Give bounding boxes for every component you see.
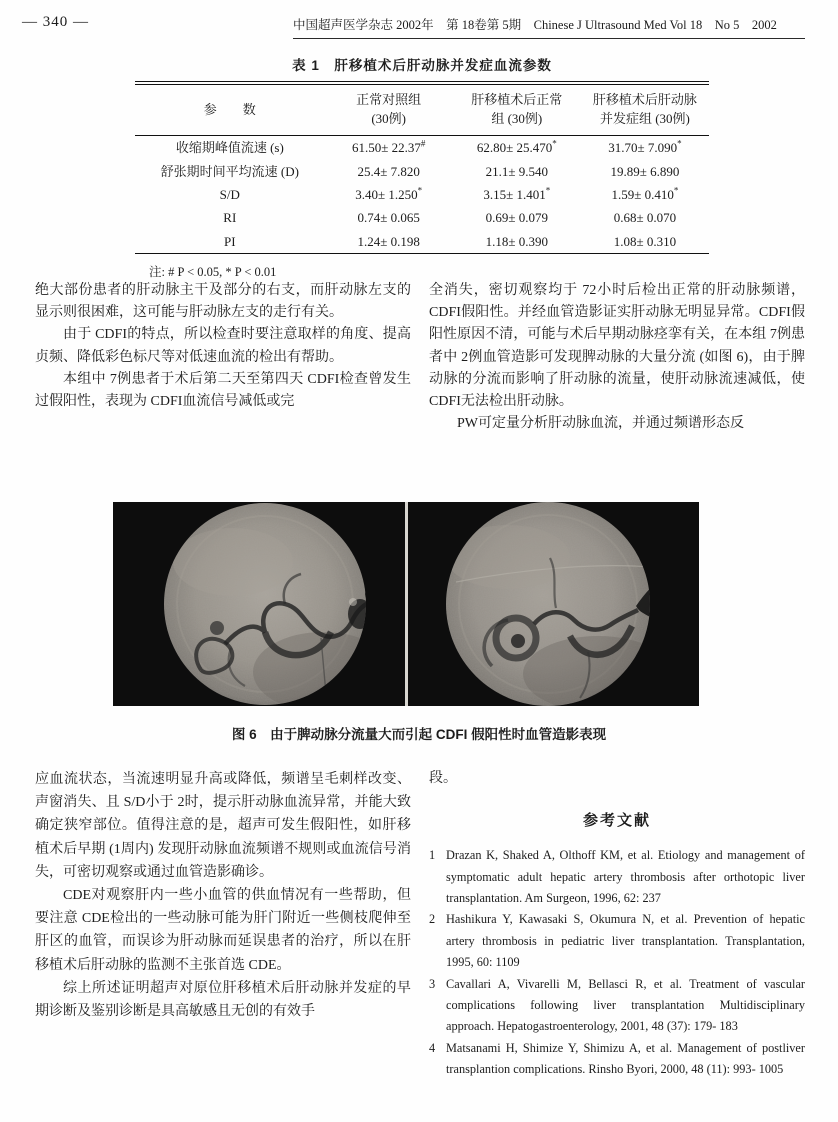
- paragraph: CDE对观察肝内一些小血管的供血情况有一些帮助，但要注意 CDE检出的一些动脉可能为肝门附近一些侧枝爬伸至肝区的血管，而误诊为肝动脉而延误患者的治疗，所以在肝移植术后肝动脉的监测不主张首选 CDE。: [35, 888, 411, 973]
- reference-item: 4 Matsanami H, Shimize Y, Shimizu A, et al. Management of postliver transplantion complications. Rinsho Byori, 2000, 48 (11): 993- 1005: [429, 1040, 805, 1077]
- table-1-block: [135, 54, 709, 280]
- col-header-control: 正常对照组 (30例): [325, 83, 453, 136]
- page-number: — 340 —: [22, 14, 89, 30]
- data-table: [135, 81, 709, 254]
- paragraph: 段。: [429, 771, 457, 786]
- col-header-param: 参 数: [135, 83, 325, 136]
- paragraph: 由于 CDFI的特点，所以检查时要注意取样的角度、提高贞频、降低彩色标尺等对低速血流的检出有帮助。: [35, 327, 411, 365]
- paragraph: 全消失，密切观察均于 72小时后检出正常的肝动脉频谱，CDFI假阳性。并经血管造影证实肝动脉无明显异常。CDFI假阳性原因不清，可能与术后早期动脉痉挛有关，在本组 7例患者中 2例血管造影可发现脾动脉的大量分流 (如图 6)，由于脾动脉的分流而影响了肝动脉的流量，使肝动脉流速减低，使 CDFI无法检出肝动脉。: [429, 283, 805, 410]
- left-column: [35, 768, 411, 1081]
- right-column: [429, 280, 805, 435]
- paragraph: 绝大部份患者的肝动脉主干及部分的右支，而肝动脉左支的显示则很困难，这可能与肝动脉左支的走行有关。: [35, 283, 411, 321]
- table-row: RI 0.74± 0.065 0.69± 0.079 0.68± 0.070: [223, 210, 677, 226]
- table-row: 收缩期峰值流速 (s) 61.50± 22.37# 62.80± 25.470* 31.70± 7.090*: [175, 138, 682, 156]
- angiogram-image-left: [113, 502, 405, 706]
- table-row: PI 1.24± 0.198 1.18± 0.390 1.08± 0.310: [224, 233, 677, 249]
- table-row: S/D 3.40± 1.250* 3.15± 1.401* 1.59± 0.410*: [219, 185, 679, 202]
- table-title: 表 1 肝移植术后肝动脉并发症血流参数: [292, 58, 552, 73]
- paragraph: 综上所述证明超声对原位肝移植术后肝动脉并发症的早期诊断及鉴别诊断是具高敏感且无创的有效手: [35, 980, 411, 1020]
- paragraph: 本组中 7例患者于术后第二天至第四天 CDFI检查曾发生过假阳性，表现为 CDFI血流信号减低或完: [35, 371, 411, 410]
- reference-item: 1 Drazan K, Shaked A, Olthoff KM, et al. Etiology and management of symptomatic adult hepatic artery thrombosis after orthotopic liver transplantation. Am Surgeon, 1996, 62: 237: [429, 848, 805, 906]
- figure-caption: 图 6 由于脾动脉分流量大而引起 CDFI 假阳性时血管造影表现: [231, 727, 607, 742]
- references-heading: 参考文献: [582, 812, 651, 830]
- figure-6: [113, 502, 699, 706]
- right-column: [429, 768, 805, 1081]
- reference-item: 2 Hashikura Y, Kawasaki S, Okumura N, et al. Prevention of hepatic artery thrombosis in pediatric liver transplantation. Transplantation, 1995, 60: 1109: [429, 912, 805, 970]
- col-header-normal: 肝移植术后正常 组 (30例): [453, 83, 581, 136]
- angiogram-image-right: [408, 502, 699, 706]
- body-text-upper: [35, 280, 805, 435]
- table-row: 舒张期时间平均流速 (D) 25.4± 7.820 21.1± 9.540 19.89± 6.890: [160, 163, 680, 179]
- table-note: 注: # P < 0.05, * P < 0.01: [149, 264, 277, 279]
- paragraph: 应血流状态，当流速明显升高或降低，频谱呈毛刺样改变、声窗消失、且 S/D小于 2时，提示肝动脉血流异常，并能大致确定狭窄部位。值得注意的是，超声可发生假阳性，如肝移植术后早期 (1周内) 发现肝动脉血流频谱不规则或血流信号消失，可密切观察或通过血管造影确诊。: [35, 772, 411, 880]
- journal-header-line: 中国超声医学杂志 2002年 第 18卷第 5期 Chinese J Ultrasound Med Vol 18 No 5 2002: [293, 15, 805, 39]
- paragraph: PW可定量分析肝动脉血流，并通过频谱形态反: [457, 416, 744, 432]
- left-column: [35, 280, 411, 435]
- col-header-complication: 肝移植术后肝动脉 并发症组 (30例): [581, 83, 709, 136]
- reference-item: 3 Cavallari A, Vivarelli M, Bellasci R, et al. Treatment of vascular complications following liver transplantation Multidisciplinary approach. Hepatogastroenterology, 2001, 48 (37): 179- 183: [429, 976, 805, 1034]
- table-header-row: [135, 83, 709, 136]
- body-text-lower: [35, 768, 805, 1081]
